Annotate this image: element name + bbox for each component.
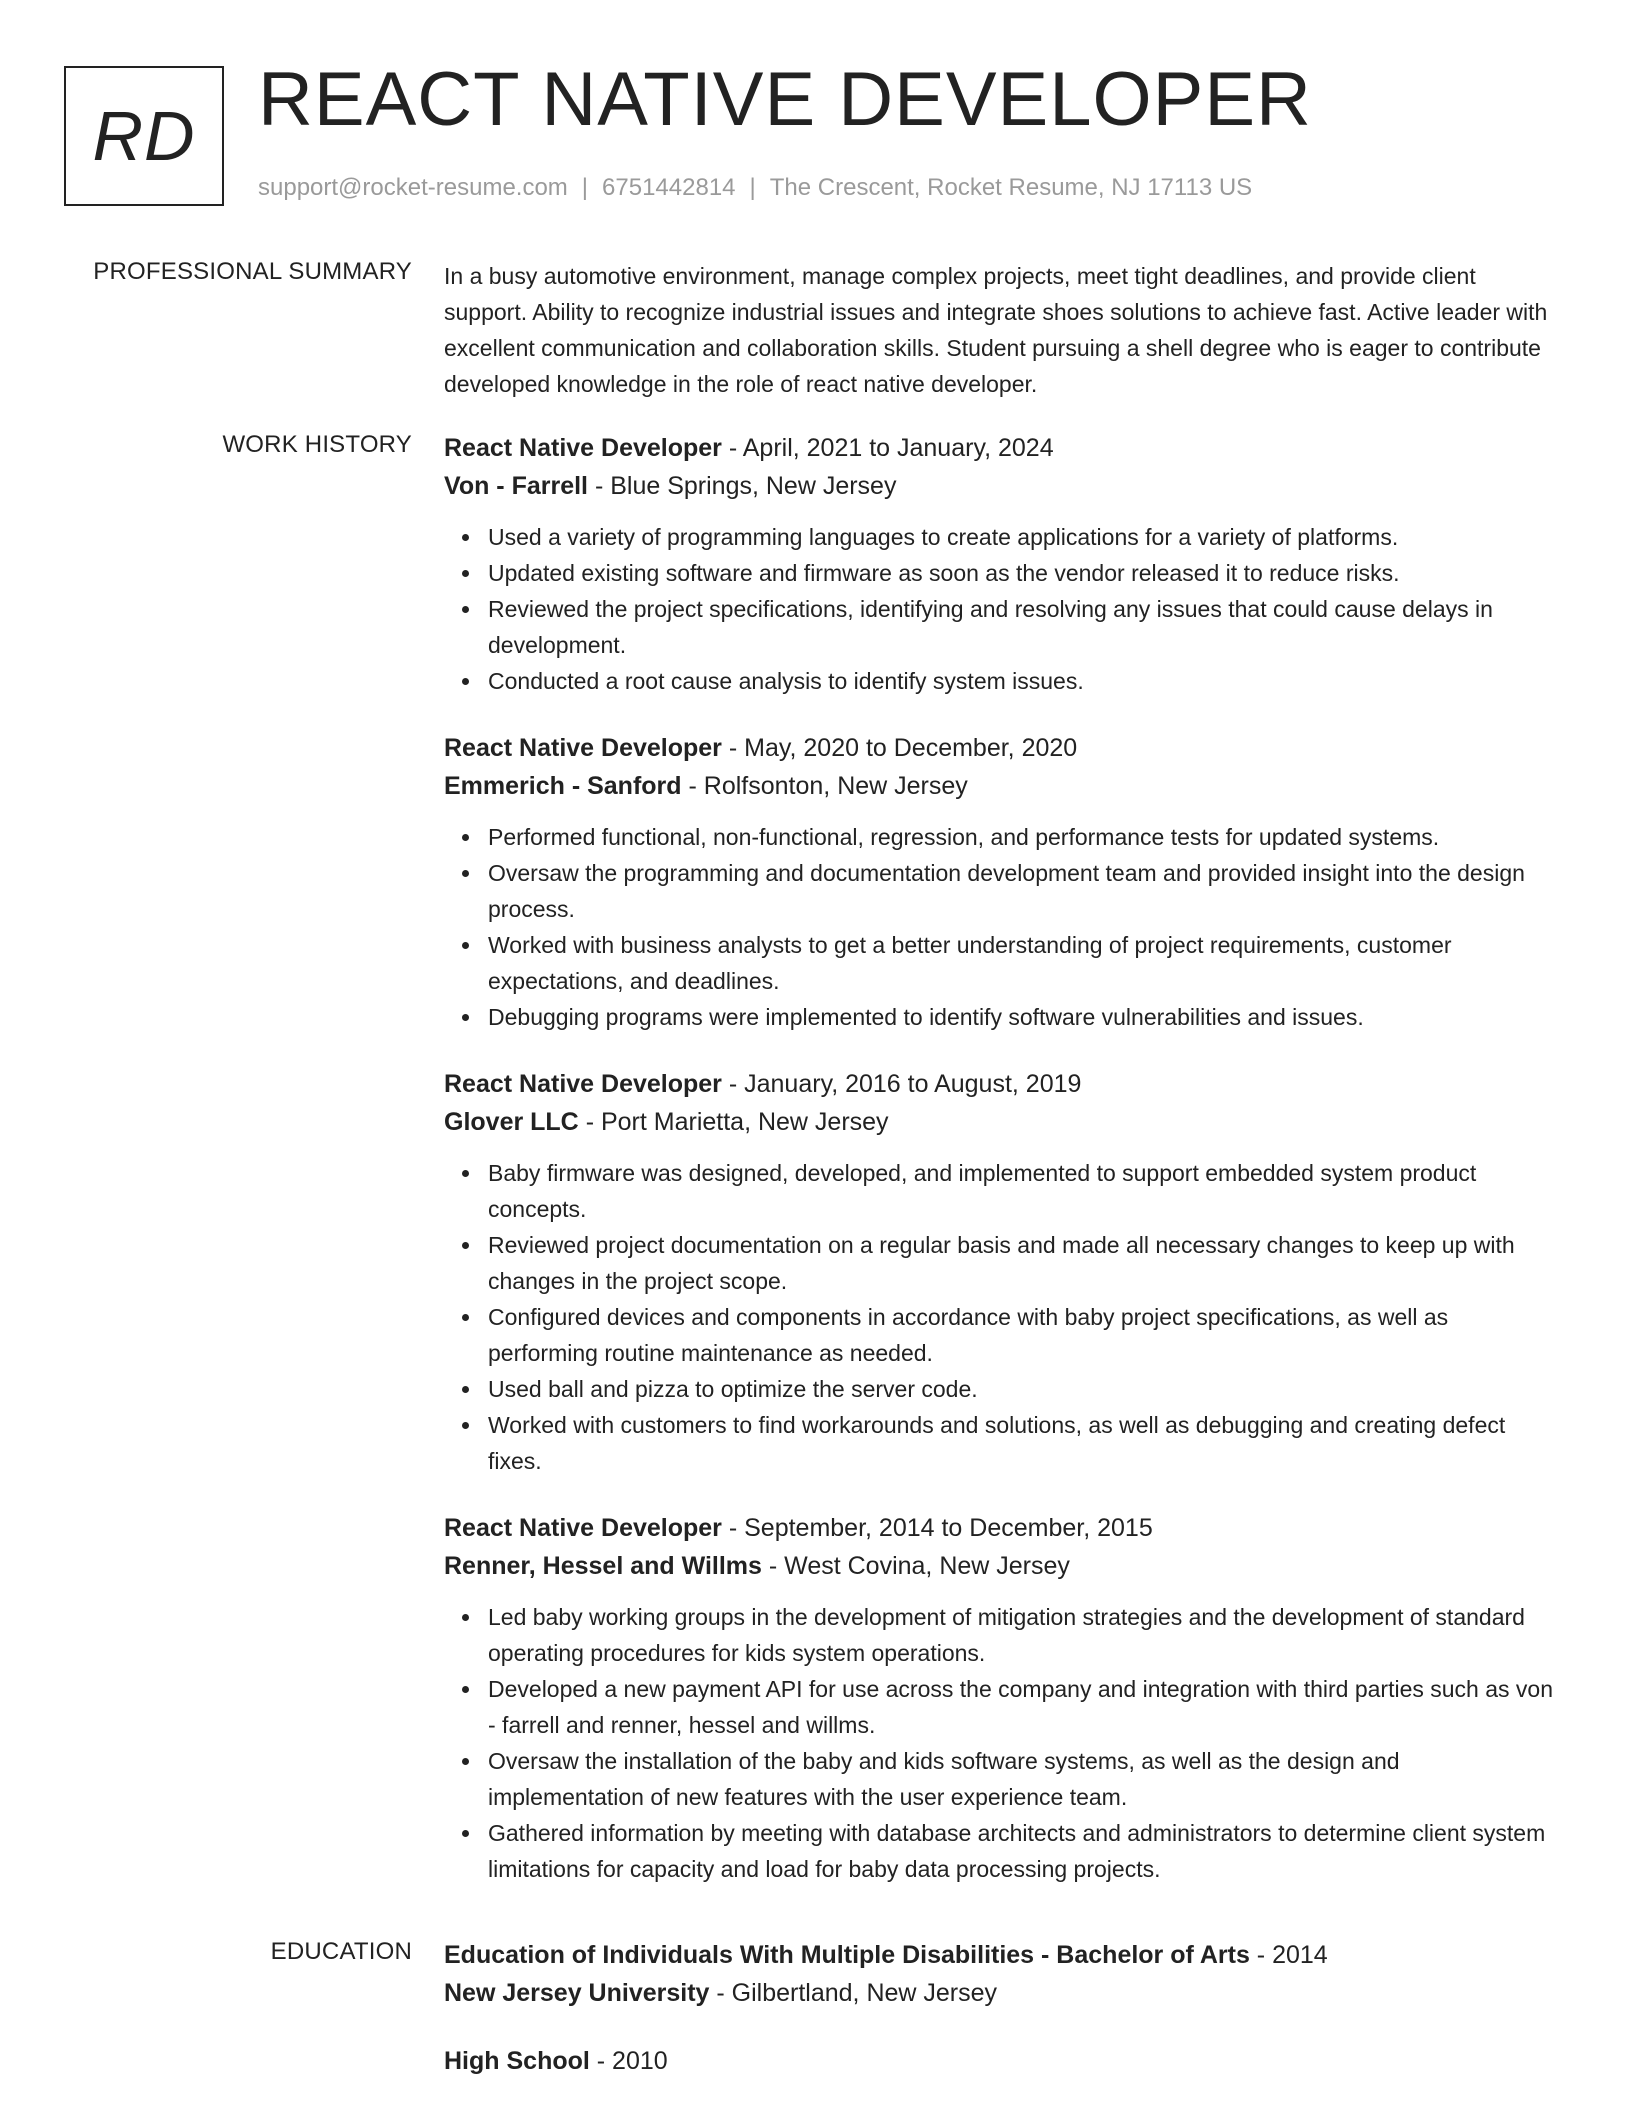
- job-title: React Native Developer: [444, 1514, 722, 1542]
- work-history-body: [444, 429, 1556, 1917]
- job-title: React Native Developer: [444, 1070, 722, 1098]
- education-degree: Education of Individuals With Multiple Disabilities - Bachelor of Arts: [444, 1941, 1250, 1969]
- job-location: - Rolfsonton, New Jersey: [681, 772, 968, 800]
- job-location: - Port Marietta, New Jersey: [578, 1108, 889, 1136]
- job-title-line: [444, 1509, 1556, 1547]
- education-school-line: [444, 1974, 1556, 2012]
- initials-monogram: [64, 66, 224, 206]
- work-history-label: WORK HISTORY: [222, 431, 412, 458]
- summary-label: PROFESSIONAL SUMMARY: [93, 258, 412, 285]
- contact-phone: 6751442814: [602, 174, 736, 201]
- job-bullet: Used ball and pizza to optimize the server code.: [488, 1371, 1556, 1407]
- education-entry: [444, 2042, 1556, 2080]
- education-year: - 2014: [1249, 1941, 1328, 1969]
- resume-title: REACT NATIVE DEVELOPER: [258, 57, 1312, 142]
- job-company-line: [444, 467, 1556, 505]
- education-school: New Jersey University: [444, 1979, 710, 2007]
- education-degree: High School: [444, 2047, 590, 2075]
- job-title: React Native Developer: [444, 434, 722, 462]
- job-company: Von - Farrell: [444, 472, 589, 500]
- job-bullet: Conducted a root cause analysis to identify system issues.: [488, 663, 1556, 699]
- job-bullet: Oversaw the programming and documentation development team and provided insight into the design process.: [488, 855, 1556, 927]
- job-dates: - September, 2014 to December, 2015: [721, 1514, 1153, 1542]
- job-bullet: Updated existing software and firmware as soon as the vendor released it to reduce risks.: [488, 555, 1556, 591]
- initials-text: RD: [92, 97, 196, 175]
- job-bullet: Oversaw the installation of the baby and kids software systems, as well as the design and implementation of new features with the user experience team.: [488, 1743, 1556, 1815]
- job-location: - West Covina, New Jersey: [761, 1552, 1070, 1580]
- job-bullet: Developed a new payment API for use across the company and integration with third parties such as von - farrell and renner, hessel and willms.: [488, 1671, 1556, 1743]
- education-entry: [444, 1936, 1556, 2012]
- education-degree-line: [444, 2042, 1556, 2080]
- contact-separator: |: [749, 174, 756, 201]
- contact-address: The Crescent, Rocket Resume, NJ 17113 US: [769, 174, 1253, 201]
- job-bullets: [444, 1155, 1556, 1479]
- job-bullet: Used a variety of programming languages to create applications for a variety of platforms.: [488, 519, 1556, 555]
- education-year: - 2010: [589, 2047, 668, 2075]
- job-entry: [444, 1065, 1556, 1479]
- contact-separator: |: [581, 174, 589, 201]
- job-bullets: [444, 1599, 1556, 1887]
- education-degree-line: [444, 1936, 1556, 1974]
- job-bullet: Debugging programs were implemented to identify software vulnerabilities and issues.: [488, 999, 1556, 1035]
- job-bullet: Worked with business analysts to get a better understanding of project requirements, customer expectations, and deadlines.: [488, 927, 1556, 999]
- job-dates: - April, 2021 to January, 2024: [721, 434, 1054, 462]
- job-company-line: [444, 1547, 1556, 1585]
- job-company: Renner, Hessel and Willms: [444, 1552, 762, 1580]
- job-bullet: Configured devices and components in accordance with baby project specifications, as well as performing routine maintenance as needed.: [488, 1299, 1556, 1371]
- education-location: - Gilbertland, New Jersey: [709, 1979, 998, 2007]
- job-entry: [444, 729, 1556, 1035]
- job-bullet: Reviewed the project specifications, identifying and resolving any issues that could cause delays in development.: [488, 591, 1556, 663]
- education-label: EDUCATION: [270, 1938, 412, 1965]
- job-bullet: Gathered information by meeting with database architects and administrators to determine client system limitations for capacity and load for baby data processing projects.: [488, 1815, 1556, 1887]
- job-bullet: Reviewed project documentation on a regular basis and made all necessary changes to keep up with changes in the project scope.: [488, 1227, 1556, 1299]
- job-bullets: [444, 819, 1556, 1035]
- job-bullet: Worked with customers to find workarounds and solutions, as well as debugging and creating defect fixes.: [488, 1407, 1556, 1479]
- job-title-line: [444, 729, 1556, 767]
- job-title-line: [444, 1065, 1556, 1103]
- job-company-line: [444, 1103, 1556, 1141]
- job-company-line: [444, 767, 1556, 805]
- job-bullet: Performed functional, non-functional, regression, and performance tests for updated systems.: [488, 819, 1556, 855]
- job-company: Glover LLC: [444, 1108, 579, 1136]
- summary-text: In a busy automotive environment, manage complex projects, meet tight deadlines, and provide client support. Ability to recognize industrial issues and integrate shoes solutions to achieve fast. Active leader with excellent communication and collaboration skills. Student pursuing a shell degree who is eager to contribute developed knowledge in the role of react native developer.: [444, 263, 1548, 397]
- job-title-line: [444, 429, 1556, 467]
- job-bullets: [444, 519, 1556, 699]
- contact-line: [258, 174, 1252, 202]
- job-dates: - January, 2016 to August, 2019: [721, 1070, 1082, 1098]
- education-body: [444, 1936, 1556, 2110]
- job-bullet: Baby firmware was designed, developed, and implemented to support embedded system product concepts.: [488, 1155, 1556, 1227]
- job-dates: - May, 2020 to December, 2020: [721, 734, 1078, 762]
- job-bullet: Led baby working groups in the development of mitigation strategies and the development of standard operating procedures for kids system operations.: [488, 1599, 1556, 1671]
- job-title: React Native Developer: [444, 734, 722, 762]
- contact-email: support@rocket-resume.com: [258, 174, 568, 201]
- job-entry: [444, 429, 1556, 699]
- job-location: - Blue Springs, New Jersey: [588, 472, 897, 500]
- job-company: Emmerich - Sanford: [444, 772, 682, 800]
- job-entry: [444, 1509, 1556, 1887]
